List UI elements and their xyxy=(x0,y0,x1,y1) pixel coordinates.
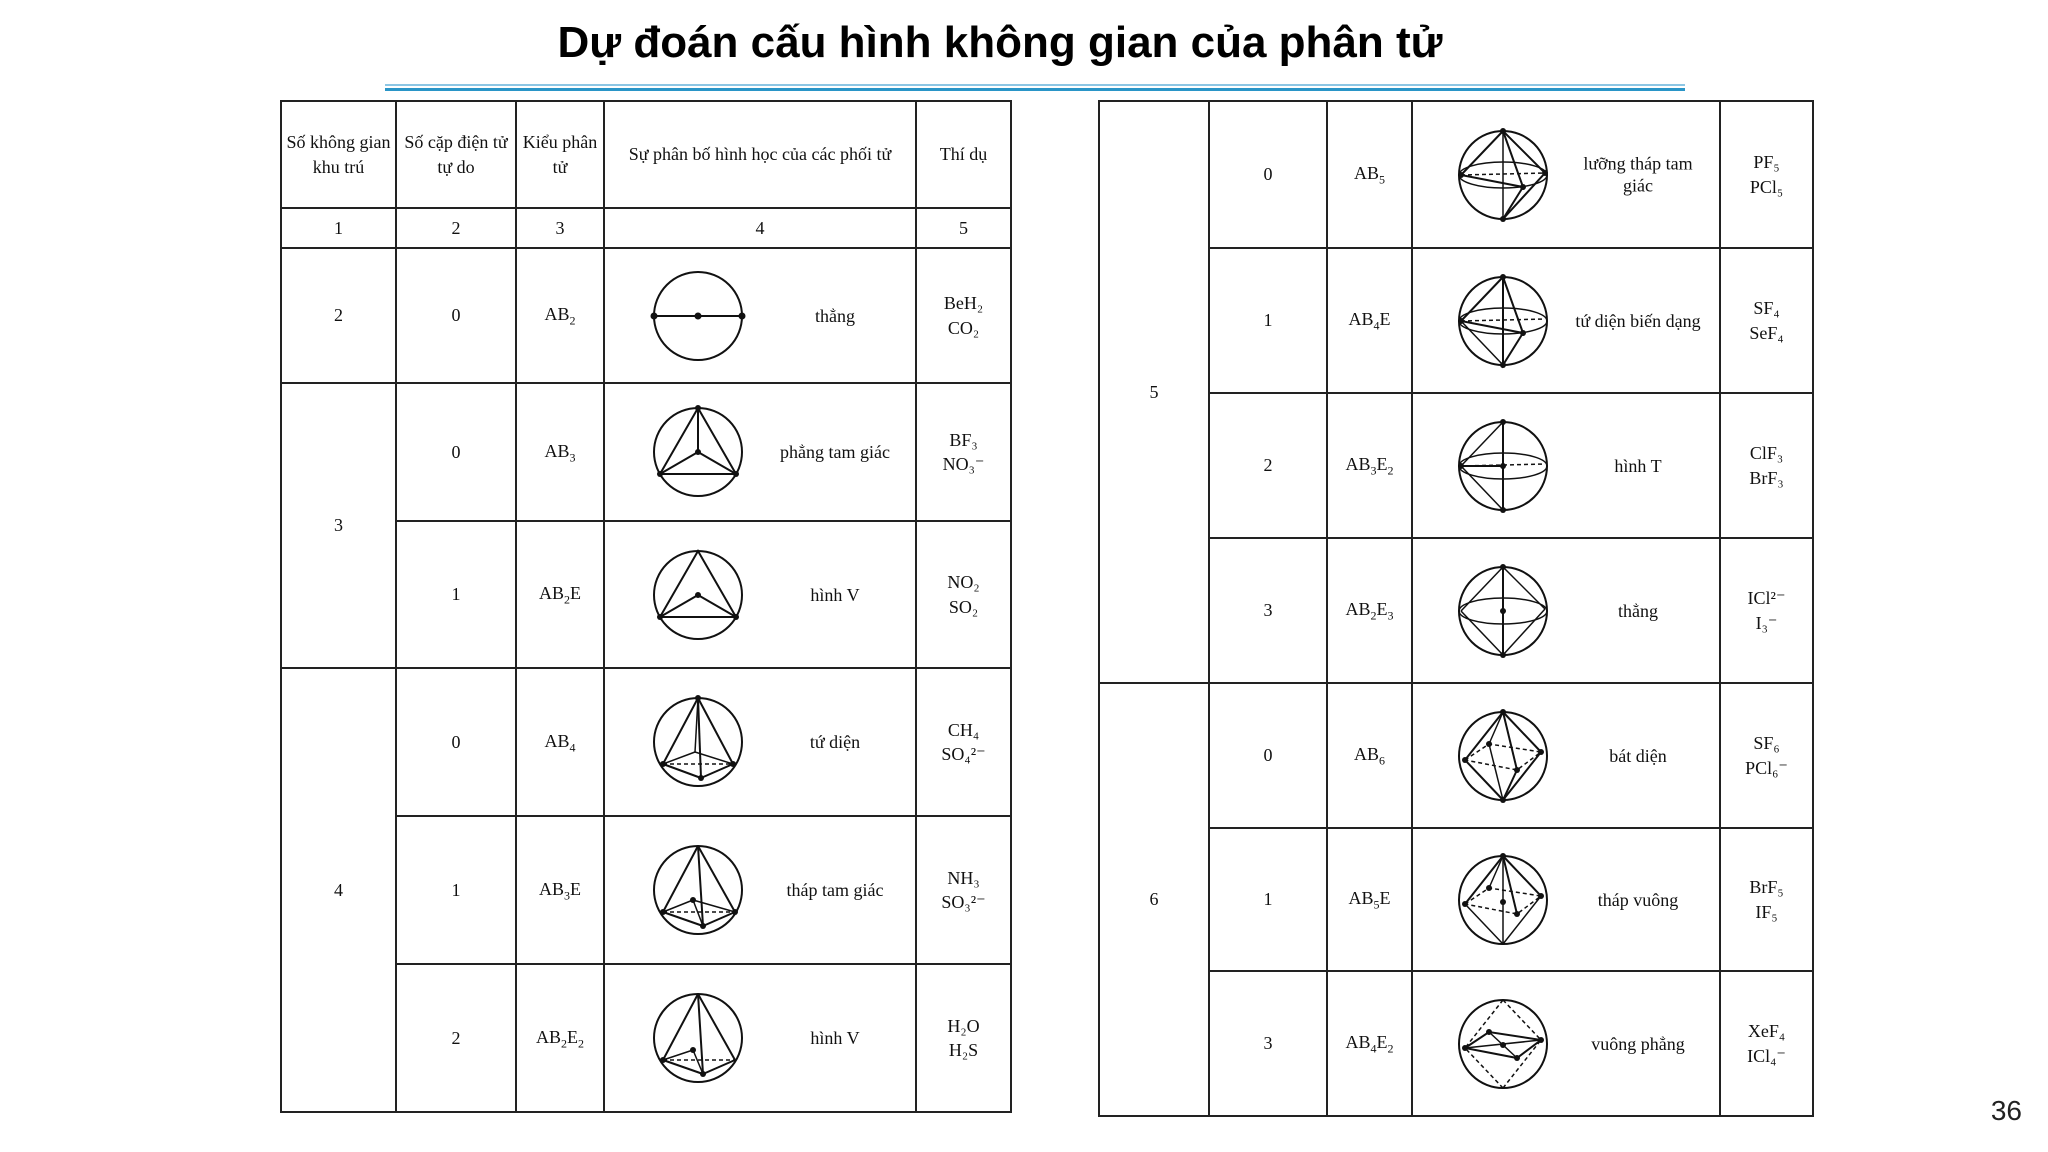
geometry-name: hình V xyxy=(810,584,860,605)
example-1: ClF₃ xyxy=(1749,443,1784,464)
geometry-name: bát diện xyxy=(1609,745,1667,766)
table-row xyxy=(1099,683,1813,828)
example-1: XeF₄ xyxy=(1747,1021,1786,1042)
lone-pair-count: 0 xyxy=(396,383,516,521)
example-2: ICl₄⁻ xyxy=(1747,1045,1786,1066)
example-2: SO₄²⁻ xyxy=(941,744,986,764)
geometry-name: vuông phẳng xyxy=(1591,1033,1685,1054)
right-geometry-table xyxy=(1098,100,1814,1117)
table-row xyxy=(281,668,1011,816)
molecule-type: $AB_3E_2$ xyxy=(1327,393,1412,538)
geometry-cell xyxy=(1412,248,1720,393)
molecule-type: $AB_6$ xyxy=(1327,683,1412,828)
geometry-cell xyxy=(604,668,916,816)
lone-pair-count: 1 xyxy=(1209,828,1327,971)
header-space-count: Số không gian khu trú xyxy=(281,101,396,208)
geometry-cell xyxy=(604,383,916,521)
trigonal-planar-icon xyxy=(643,402,753,502)
example-cell xyxy=(916,248,1011,383)
example-cell xyxy=(916,521,1011,668)
geometry-name: tứ diện xyxy=(809,731,861,752)
group-space-count: 5 xyxy=(1099,101,1209,683)
geometry-name: tứ diện biến dạng xyxy=(1575,310,1701,331)
geometry-cell xyxy=(1412,101,1720,248)
example-2: CO₂ xyxy=(947,317,980,338)
geometry-name: lưỡng tháp tam giác xyxy=(1583,153,1693,196)
example-cell xyxy=(1720,393,1813,538)
molecule-type: $AB_5E$ xyxy=(1327,828,1412,971)
header-lone-pairs: Số cặp điện tử tự do xyxy=(396,101,516,208)
t-shaped-icon xyxy=(1453,416,1553,516)
column-number: 1 xyxy=(281,208,396,248)
group-space-count: 2 xyxy=(281,248,396,383)
example-cell xyxy=(916,964,1011,1112)
geometry-cell xyxy=(1412,393,1720,538)
example-cell xyxy=(916,816,1011,964)
molecule-type: $AB_2E$ xyxy=(516,521,604,668)
group-space-count: 6 xyxy=(1099,683,1209,1116)
lone-pair-count: 0 xyxy=(1209,683,1327,828)
example-2: SO₂ xyxy=(948,596,979,617)
column-number: 2 xyxy=(396,208,516,248)
example-2: NO₃⁻ xyxy=(942,454,985,474)
example-2: I₃⁻ xyxy=(1755,612,1778,633)
page-number: 36 xyxy=(1990,1095,2022,1126)
example-cell xyxy=(916,668,1011,816)
example-2: SO₃²⁻ xyxy=(941,892,986,912)
example-1: NH₃ xyxy=(947,867,980,888)
group-space-count: 3 xyxy=(281,383,396,668)
geometry-cell xyxy=(1412,538,1720,683)
column-number: 3 xyxy=(516,208,604,248)
lone-pair-count: 1 xyxy=(1209,248,1327,393)
example-cell xyxy=(1720,101,1813,248)
octahedral-icon xyxy=(1453,706,1553,806)
lone-pair-count: 2 xyxy=(396,964,516,1112)
header-example: Thí dụ xyxy=(916,101,1011,208)
bent-geometry-icon xyxy=(643,545,753,645)
left-geometry-table xyxy=(280,100,1012,1113)
example-1: SF₄ xyxy=(1753,298,1780,319)
geometry-name: thẳng xyxy=(815,305,855,326)
example-2: IF₅ xyxy=(1755,901,1778,922)
square-planar-icon xyxy=(1453,994,1553,1094)
table-row xyxy=(281,248,1011,383)
lone-pair-count: 1 xyxy=(396,816,516,964)
lone-pair-count: 0 xyxy=(1209,101,1327,248)
molecule-type: $AB_3E$ xyxy=(516,816,604,964)
seesaw-icon xyxy=(1453,271,1553,371)
header-molecule-type: Kiểu phân tử xyxy=(516,101,604,208)
geometry-cell xyxy=(1412,683,1720,828)
group-space-count: 4 xyxy=(281,668,396,1112)
geometry-cell xyxy=(1412,828,1720,971)
molecule-type: $AB_5$ xyxy=(1327,101,1412,248)
example-1: BF₃ xyxy=(949,429,978,450)
example-cell xyxy=(1720,248,1813,393)
example-1: SF₆ xyxy=(1753,733,1780,754)
molecule-type: $AB_2$ xyxy=(516,248,604,383)
lone-pair-count: 0 xyxy=(396,668,516,816)
molecule-type: $AB_3$ xyxy=(516,383,604,521)
slide-title: Dự đoán cấu hình không gian của phân tử xyxy=(557,18,1443,67)
example-2: BrF₃ xyxy=(1749,467,1784,488)
geometry-cell xyxy=(604,964,916,1112)
geometry-name: tháp tam giác xyxy=(786,879,884,900)
lone-pair-count: 1 xyxy=(396,521,516,668)
lone-pair-count: 3 xyxy=(1209,971,1327,1116)
trigonal-pyramidal-icon xyxy=(643,840,753,940)
example-cell xyxy=(1720,828,1813,971)
example-2: PCl₅ xyxy=(1749,176,1784,197)
example-1: H₂O xyxy=(947,1015,980,1036)
molecule-type: $AB_4E$ xyxy=(1327,248,1412,393)
molecule-type: $AB_4$ xyxy=(516,668,604,816)
column-number: 5 xyxy=(916,208,1011,248)
example-2: H₂S xyxy=(948,1040,979,1060)
geometry-cell xyxy=(604,521,916,668)
geometry-cell xyxy=(1412,971,1720,1116)
lone-pair-count: 2 xyxy=(1209,393,1327,538)
example-1: PF₅ xyxy=(1753,152,1780,173)
header-row xyxy=(281,101,1011,208)
geometry-name: tháp vuông xyxy=(1597,889,1679,910)
header-geometry: Sự phân bố hình học của các phối tử xyxy=(604,101,916,208)
geometry-name: hình V xyxy=(810,1027,860,1048)
geometry-name: thẳng xyxy=(1618,600,1658,621)
bent-tetrahedral-icon xyxy=(643,988,753,1088)
example-1: BrF₅ xyxy=(1749,877,1784,898)
example-1: BeH₂ xyxy=(943,293,984,314)
example-1: ICl²⁻ xyxy=(1747,588,1786,609)
example-cell xyxy=(1720,538,1813,683)
table-row xyxy=(1099,101,1813,248)
molecule-type: $AB_4E_2$ xyxy=(1327,971,1412,1116)
example-2: SeF₄ xyxy=(1749,322,1784,343)
linear-geometry-icon xyxy=(643,266,753,366)
geometry-name: hình T xyxy=(1614,455,1662,476)
geometry-name: phẳng tam giác xyxy=(780,441,890,462)
example-cell xyxy=(1720,683,1813,828)
trigonal-bipyramidal-icon xyxy=(1453,125,1553,225)
linear-bipyramidal-icon xyxy=(1453,561,1553,661)
geometry-cell xyxy=(604,248,916,383)
example-cell xyxy=(916,383,1011,521)
molecule-type: $AB_2E_2$ xyxy=(516,964,604,1112)
example-2: PCl₆⁻ xyxy=(1745,757,1788,778)
geometry-cell xyxy=(604,816,916,964)
table-row xyxy=(281,383,1011,521)
lone-pair-count: 3 xyxy=(1209,538,1327,683)
column-number: 4 xyxy=(604,208,916,248)
example-1: CH₄ xyxy=(947,719,980,740)
square-pyramidal-icon xyxy=(1453,850,1553,950)
column-number-row xyxy=(281,208,1011,248)
title-underline xyxy=(385,84,1685,91)
tetrahedral-icon xyxy=(643,692,753,792)
molecule-type: $AB_2E_3$ xyxy=(1327,538,1412,683)
lone-pair-count: 0 xyxy=(396,248,516,383)
example-cell xyxy=(1720,971,1813,1116)
example-1: NO₂ xyxy=(947,572,980,593)
